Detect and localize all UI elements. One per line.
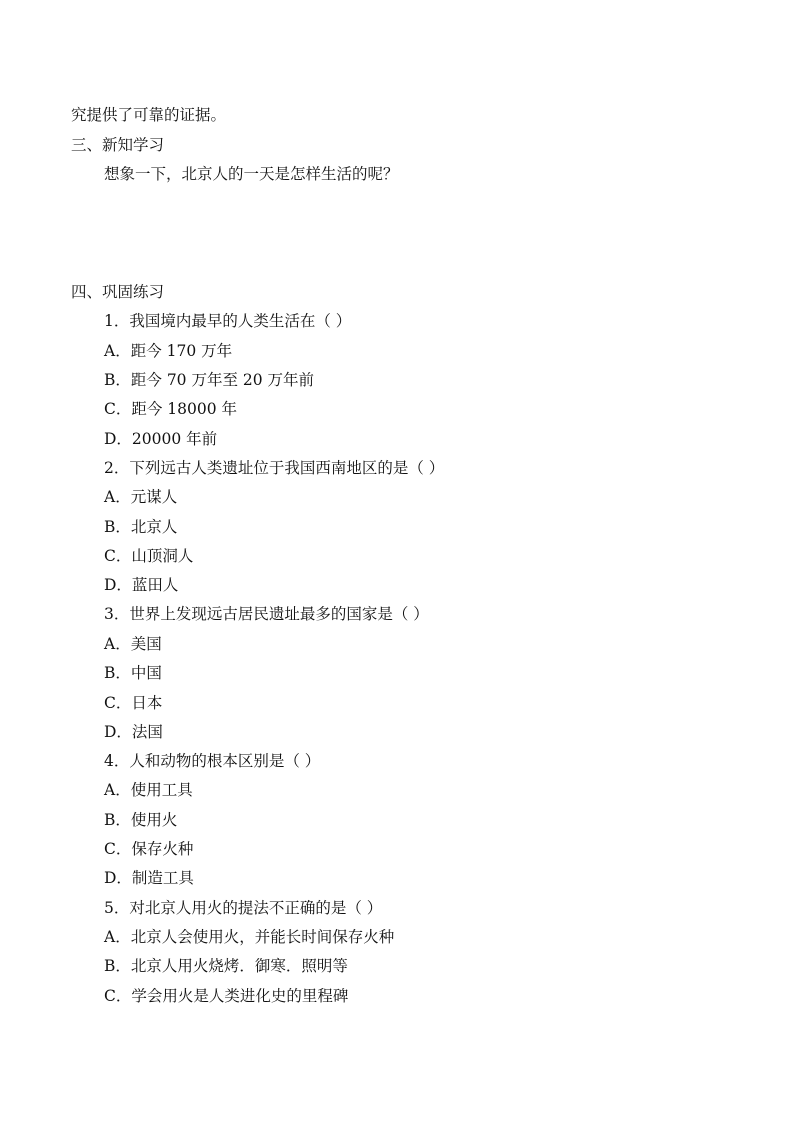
question-1-stem: 1．我国境内最早的人类生活在（ ） bbox=[104, 312, 352, 330]
question-1-option-d: D．20000 年前 bbox=[104, 430, 218, 448]
question-3-option-c: C．日本 bbox=[104, 694, 163, 712]
question-3-option-b: B．中国 bbox=[104, 664, 162, 682]
question-5-stem: 5．对北京人用火的提法不正确的是（ ） bbox=[104, 899, 383, 917]
question-1-option-b: B．距今 70 万年至 20 万年前 bbox=[104, 371, 315, 389]
question-5-option-b: B．北京人用火烧烤．御寒．照明等 bbox=[104, 957, 348, 975]
intro-continuation: 究提供了可靠的证据。 bbox=[71, 106, 227, 124]
question-4-option-b: B．使用火 bbox=[104, 811, 178, 829]
question-2-option-a: A．元谋人 bbox=[104, 488, 178, 506]
question-4-option-c: C．保存火种 bbox=[104, 840, 194, 858]
section-3-prompt: 想象一下，北京人的一天是怎样生活的呢？ bbox=[104, 165, 399, 183]
question-2-option-d: D．蓝田人 bbox=[104, 576, 179, 594]
question-2-option-c: C．山顶洞人 bbox=[104, 547, 194, 565]
question-2-option-b: B．北京人 bbox=[104, 518, 178, 536]
question-1-option-c: C．距今 18000 年 bbox=[104, 400, 238, 418]
question-3-option-a: A．美国 bbox=[104, 635, 162, 653]
question-2-stem: 2．下列远古人类遗址位于我国西南地区的是（ ） bbox=[104, 459, 445, 477]
question-5-option-c: C．学会用火是人类进化史的里程碑 bbox=[104, 987, 349, 1005]
section-4-heading: 四、巩固练习 bbox=[71, 283, 165, 301]
question-5-option-a: A．北京人会使用火，并能长时间保存火种 bbox=[104, 928, 395, 946]
question-4-option-d: D．制造工具 bbox=[104, 869, 194, 887]
section-3-heading: 三、新知学习 bbox=[71, 136, 165, 154]
question-3-option-d: D．法国 bbox=[104, 723, 163, 741]
question-4-stem: 4．人和动物的根本区别是（ ） bbox=[104, 752, 321, 770]
question-1-option-a: A．距今 170 万年 bbox=[104, 342, 233, 360]
question-4-option-a: A．使用工具 bbox=[104, 781, 193, 799]
question-3-stem: 3．世界上发现远古居民遗址最多的国家是（ ） bbox=[104, 605, 429, 623]
